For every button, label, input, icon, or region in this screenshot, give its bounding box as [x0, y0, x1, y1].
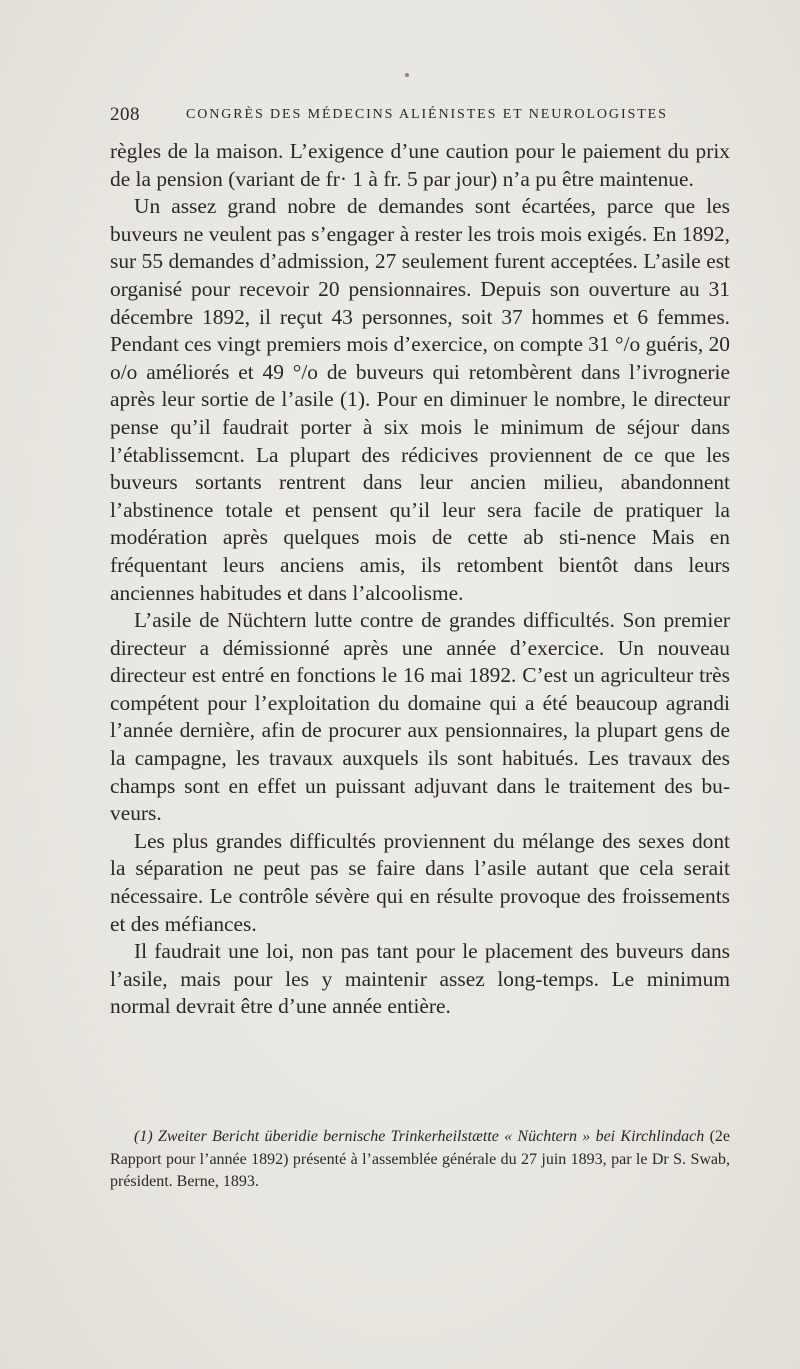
footnote-text: (2e Rapport pour l’année 1892) présenté à l’assemblée générale du 27 juin 1893, par le Dr S. Swab, président. Berne, 1893.	[110, 1128, 731, 1191]
running-title: CONGRÈS DES MÉDECINS ALIÉNISTES ET NEUROLOGISTES	[186, 107, 668, 122]
footnote	[110, 1126, 730, 1194]
footnote-marker: (1)	[134, 1128, 153, 1145]
page-number: 208	[110, 104, 140, 125]
paragraph-1: règles de la maison. L’exigence d’une caution pour le paiement du prix de la pension (variant de fr· 1 à fr. 5 par jour) n’a pu être maintenue.	[110, 139, 730, 191]
paragraph-4: Les plus grandes difficultés proviennent du mélange des sexes dont la séparation ne peut pas se faire dans l’asile autant que cela serait nécessaire. Le contrôle sévère qui en résulte provoque des froissements et des méfiances.	[110, 828, 730, 936]
body-text	[110, 138, 730, 1021]
paragraph-5: Il faudrait une loi, non pas tant pour le placement des buveurs dans l’asile, mais pour les y maintenir assez long-temps. Le minimum normal devrait être d’une année entière.	[110, 939, 730, 1019]
paragraph-2: Un assez grand nobre de demandes sont écartées, parce que les buveurs ne veulent pas s’engager à rester les trois mois exigés. En 1892, sur 55 demandes d’admission, 27 seulement furent acceptées. L’asile est organisé pour recevoir 20 pensionnaires. Depuis son ouverture au 31 décembre 1892, il reçut 43 personnes, soit 37 hommes et 6 femmes. Pendant ces vingt premiers mois d’exercice, on compte 31 °/o guéris, 20 o/o améliorés et 49 °/o de buveurs qui retombèrent dans l’ivrognerie après leur sortie de l’asile (1). Pour en diminuer le nombre, le directeur pense qu’il faudrait porter à six mois le minimum de séjour dans l’établissemcnt. La plupart des rédicives proviennent de ce que les buveurs sortants rentrent dans leur ancien milieu, abandonnent l’abstinence totale et pensent qu’il leur sera facile de pratiquer la modération après quelques mois de cette ab sti-nence Mais en fréquentant leurs anciens amis, ils retombent bientôt dans leurs anciennes habitudes et dans l’alcoolisme.	[110, 194, 730, 605]
page-header	[110, 104, 670, 134]
paragraph-3: L’asile de Nüchtern lutte contre de grandes difficultés. Son premier directeur a démissionné après une année d’exercice. Un nouveau directeur est entré en fonctions le 16 mai 1892. C’est un agriculteur très compétent pour l’exploitation du domaine qui a été beaucoup agrandi l’année dernière, afin de procurer aux pensionnaires, la plupart gens de la campagne, les travaux auxquels ils sont habitués. Les travaux des champs sont en effet un puissant adjuvant dans le traitement des bu-veurs.	[110, 608, 730, 826]
footnote-title: Zweiter Bericht überidie bernische Trinkerheilstætte « Nüchtern » bei Kirchlindach	[157, 1128, 705, 1145]
print-speck	[405, 73, 409, 77]
